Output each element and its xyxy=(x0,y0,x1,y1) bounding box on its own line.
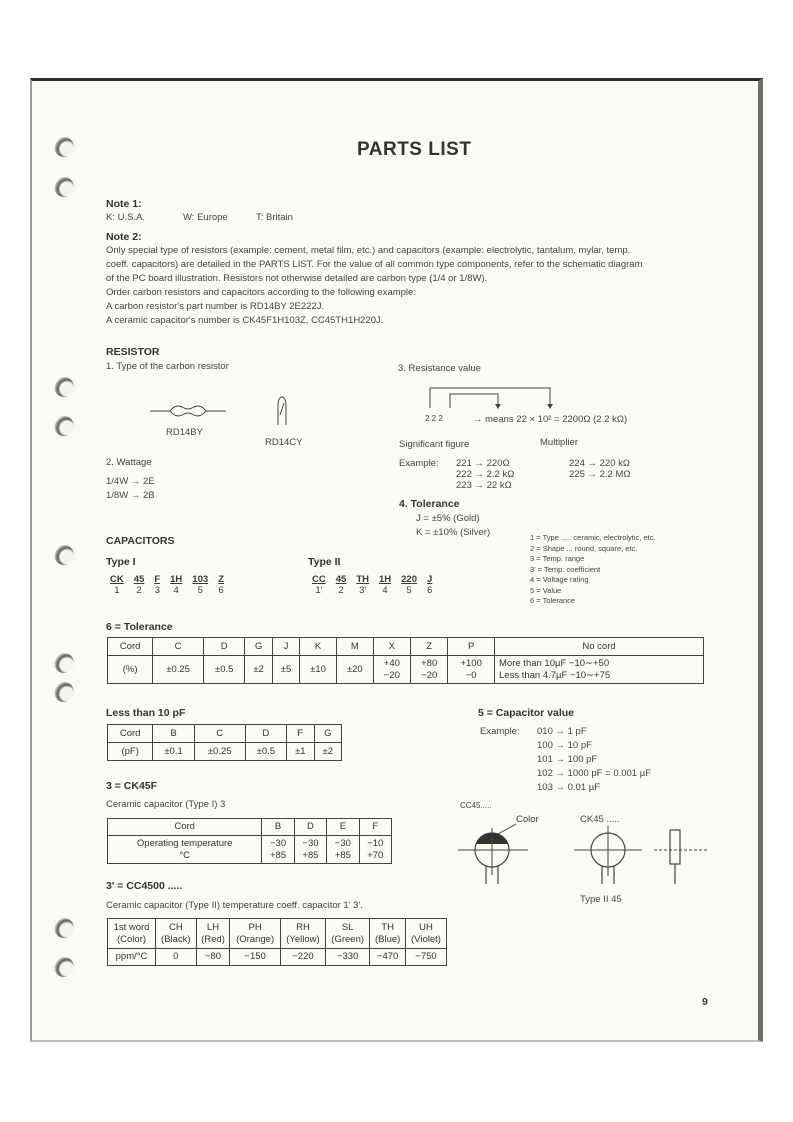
type2-heading: Type II xyxy=(308,556,341,568)
code-legend xyxy=(530,533,656,607)
capvalue-line: 102 → 1000 pF = 0.001 µF xyxy=(537,768,652,779)
table-cell: −220 xyxy=(280,949,325,966)
table-row xyxy=(108,919,447,949)
note2-heading: Note 2: xyxy=(106,231,142,243)
type1-code xyxy=(110,574,234,598)
note1-w: W: Europe xyxy=(183,212,228,223)
table-cell: No cord xyxy=(495,638,704,656)
ck45f-heading: 3 = CK45F xyxy=(106,780,158,792)
note2-line: A carbon resistor's part number is RD14BY 2E222J. xyxy=(106,301,325,312)
note2-line: A ceramic capacitor's number is CK45F1H103Z, CC45TH1H220J. xyxy=(106,315,384,326)
resistance-example: 223 → 22 kΩ xyxy=(456,480,512,491)
binder-hole xyxy=(54,177,74,197)
code-part: $\frac{220}{5}$ xyxy=(401,574,417,596)
tolerance-table-heading: 6 = Tolerance xyxy=(106,621,173,633)
table-cell: M xyxy=(336,638,373,656)
table-cell: ±0.25 xyxy=(194,743,245,761)
wattage-line: 1/4W → 2E xyxy=(106,476,155,487)
table-cell: ±2 xyxy=(245,656,272,684)
table-row xyxy=(108,656,704,684)
table-cell: (%) xyxy=(108,656,153,684)
resistance-heading: 3. Resistance value xyxy=(398,363,481,374)
binder-hole xyxy=(54,416,74,436)
resistance-example: 222 → 2.2 kΩ xyxy=(456,469,515,480)
cc4500-table xyxy=(107,918,447,966)
table-row xyxy=(108,819,392,836)
capacitor-drawings xyxy=(458,820,718,888)
code-part: $\frac{CC}{1'}$ xyxy=(312,574,326,596)
resistance-arrows xyxy=(420,378,560,410)
table-cell: UH (Violet) xyxy=(405,919,446,949)
note2-line: coeff. capacitors) are detailed in the PARTS LIST. For the value of all common type components, refer to the schematic diagram xyxy=(106,259,643,270)
tolerance-table xyxy=(107,637,704,684)
capvalue-line: 100 → 10 pF xyxy=(537,740,592,751)
resistance-example-label: Example: xyxy=(399,458,439,469)
table-cell: F xyxy=(287,725,314,743)
wattage-heading: 2. Wattage xyxy=(106,457,152,468)
tolerance-heading: 4. Tolerance xyxy=(399,498,460,510)
legend-line: 3 = Temp. range xyxy=(530,554,585,563)
tolerance-line: J = ±5% (Gold) xyxy=(416,513,480,524)
table-cell: +80 −20 xyxy=(411,656,448,684)
note1-heading: Note 1: xyxy=(106,198,142,210)
resistance-example: 225 → 2.2 MΩ xyxy=(569,469,631,480)
table-cell: G xyxy=(245,638,272,656)
page-number: 9 xyxy=(702,996,708,1008)
table-cell: C xyxy=(153,638,204,656)
code-part: $\frac{F}{3}$ xyxy=(154,574,161,596)
type2-45-label: Type II 45 xyxy=(580,894,622,905)
cc4500-heading: 3' = CC4500 ..... xyxy=(106,880,183,892)
table-cell: −30 +85 xyxy=(327,836,359,864)
resistance-digits: 2 2 2 xyxy=(425,414,443,423)
table-cell: −30 +85 xyxy=(262,836,294,864)
code-part: $\frac{Z}{6}$ xyxy=(218,574,224,596)
binder-hole xyxy=(54,377,74,397)
table-cell: Cord xyxy=(108,819,262,836)
table-cell: D xyxy=(204,638,245,656)
cc45-label: CC45..... xyxy=(460,801,492,810)
code-part: $\frac{J}{6}$ xyxy=(427,574,433,596)
resistor-type-heading: 1. Type of the carbon resistor xyxy=(106,361,229,372)
binder-hole xyxy=(54,653,74,673)
page-title: PARTS LIST xyxy=(357,139,472,160)
capvalue-line: 103 → 0.01 µF xyxy=(537,782,601,793)
note2-line: of the PC board illustration. Resistors not otherwise detailed are carbon type (1/4 or 1/8W). xyxy=(106,273,488,284)
table-cell: ±20 xyxy=(336,656,373,684)
code-part: $\frac{45}{2}$ xyxy=(335,574,347,596)
note1-k: K: U.S.A. xyxy=(106,212,146,223)
table-row xyxy=(108,725,342,743)
capvalue-example-label: Example: xyxy=(480,726,520,737)
code-part: $\frac{CK}{1}$ xyxy=(110,574,124,596)
table-cell: −80 xyxy=(196,949,230,966)
table-cell: (pF) xyxy=(108,743,153,761)
table-cell: −10 +70 xyxy=(359,836,391,864)
ck45f-table xyxy=(107,818,392,864)
legend-line: 2 = Shape ... round, square, etc. xyxy=(530,543,638,553)
table-cell: Cord xyxy=(108,725,153,743)
resistance-means: → means 22 × 10² = 2200Ω (2.2 kΩ) xyxy=(473,414,628,425)
legend-line: 4 = Voltage rating xyxy=(530,575,589,584)
less10-table xyxy=(107,724,342,761)
table-cell: CH (Black) xyxy=(156,919,197,949)
capacitors-heading: CAPACITORS xyxy=(106,535,175,547)
resistance-example: 221 → 220Ω xyxy=(456,458,510,469)
color-label: Color xyxy=(516,814,539,825)
table-cell: −330 xyxy=(326,949,370,966)
capvalue-line: 101 → 100 pF xyxy=(537,754,598,765)
type1-heading: Type I xyxy=(106,556,136,568)
note1-t: T: Britain xyxy=(256,212,293,223)
table-cell: ±0.1 xyxy=(153,743,194,761)
table-cell: 1st word (Color) xyxy=(108,919,156,949)
table-cell: C xyxy=(194,725,245,743)
table-cell: J xyxy=(272,638,299,656)
rd14by-label: RD14BY xyxy=(166,427,203,438)
ck45f-caption: Ceramic capacitor (Type I) 3 xyxy=(106,799,226,810)
resistor-heading: RESISTOR xyxy=(106,346,160,358)
table-cell: G xyxy=(314,725,341,743)
table-cell: −750 xyxy=(405,949,446,966)
code-part: $\frac{45}{2}$ xyxy=(133,574,145,596)
code-part: $\frac{1H}{4}$ xyxy=(170,574,183,596)
code-part: $\frac{103}{5}$ xyxy=(192,574,209,596)
table-cell: B xyxy=(262,819,294,836)
rd14cy-label: RD14CY xyxy=(265,437,303,448)
table-cell: PH (Orange) xyxy=(230,919,281,949)
legend-line: 1 = Type ..... ceramic, electrolytic, etc. xyxy=(530,533,656,542)
legend-line: 5 = Value xyxy=(530,585,562,595)
table-cell: −470 xyxy=(370,949,406,966)
table-cell: P xyxy=(448,638,495,656)
table-cell: ±0.5 xyxy=(245,743,286,761)
capvalue-line: 010 → 1 pF xyxy=(537,726,587,737)
resistor-rd14by-drawing xyxy=(148,398,228,426)
table-row xyxy=(108,638,704,656)
binder-hole xyxy=(54,682,74,702)
binder-hole xyxy=(54,137,74,157)
table-cell: TH (Blue) xyxy=(370,919,406,949)
table-cell: +100 −0 xyxy=(448,656,495,684)
cc4500-caption: Ceramic capacitor (Type II) temperature coeff. capacitor 1' 3'. xyxy=(106,900,363,911)
code-part: $\frac{1H}{4}$ xyxy=(378,574,392,596)
wattage-line: 1/8W → 2B xyxy=(106,490,155,501)
table-cell: Cord xyxy=(108,638,153,656)
binder-hole xyxy=(54,957,74,977)
resistor-rd14cy-drawing xyxy=(270,393,294,429)
table-cell: RH (Yellow) xyxy=(280,919,325,949)
table-row xyxy=(108,836,392,864)
table-row xyxy=(108,743,342,761)
legend-line: 6 = Tolerance xyxy=(530,596,576,605)
tolerance-line: K = ±10% (Silver) xyxy=(416,527,491,538)
table-cell: −30 +85 xyxy=(294,836,326,864)
table-cell: ±5 xyxy=(272,656,299,684)
table-cell: ppm/°C xyxy=(108,949,156,966)
significant-figure-label: Significant figure xyxy=(399,439,470,450)
table-cell: Operating temperature °C xyxy=(108,836,262,864)
table-row xyxy=(108,949,447,966)
resistance-example: 224 → 220 kΩ xyxy=(569,458,630,469)
table-cell: −150 xyxy=(230,949,281,966)
table-cell: 0 xyxy=(156,949,197,966)
table-cell: K xyxy=(300,638,337,656)
binder-hole xyxy=(54,545,74,565)
table-cell: SL (Green) xyxy=(326,919,370,949)
table-cell: ±2 xyxy=(314,743,341,761)
type2-code xyxy=(312,574,442,598)
less10-heading: Less than 10 pF xyxy=(106,707,186,719)
table-cell: +40 −20 xyxy=(373,656,410,684)
table-cell: D xyxy=(245,725,286,743)
table-cell: X xyxy=(373,638,410,656)
table-cell: ±0.25 xyxy=(153,656,204,684)
note2-line: Only special type of resistors (example: cement, metal film, etc.) and capacitors (example: electrolytic, tantalum, mylar, temp. xyxy=(106,245,631,256)
table-cell: LH (Red) xyxy=(196,919,230,949)
legend-line: 3' = Temp. coefficient xyxy=(530,564,601,574)
table-cell: ±0.5 xyxy=(204,656,245,684)
multiplier-label: Multiplier xyxy=(540,437,579,448)
capvalue-heading: 5 = Capacitor value xyxy=(478,707,575,719)
table-cell: ±1 xyxy=(287,743,314,761)
code-part: $\frac{TH}{3'}$ xyxy=(356,574,369,596)
table-cell: D xyxy=(294,819,326,836)
table-cell: F xyxy=(359,819,391,836)
binder-hole xyxy=(54,918,74,938)
table-cell: ±10 xyxy=(300,656,337,684)
note2-line: Order carbon resistors and capacitors according to the following example: xyxy=(106,287,416,298)
ck45-label: CK45 ..... xyxy=(580,814,620,825)
table-cell: E xyxy=(327,819,359,836)
table-cell: Z xyxy=(411,638,448,656)
table-cell: B xyxy=(153,725,194,743)
table-cell: More than 10µF −10∼+50 Less than 4.7µF −10∼+75 xyxy=(495,656,704,684)
